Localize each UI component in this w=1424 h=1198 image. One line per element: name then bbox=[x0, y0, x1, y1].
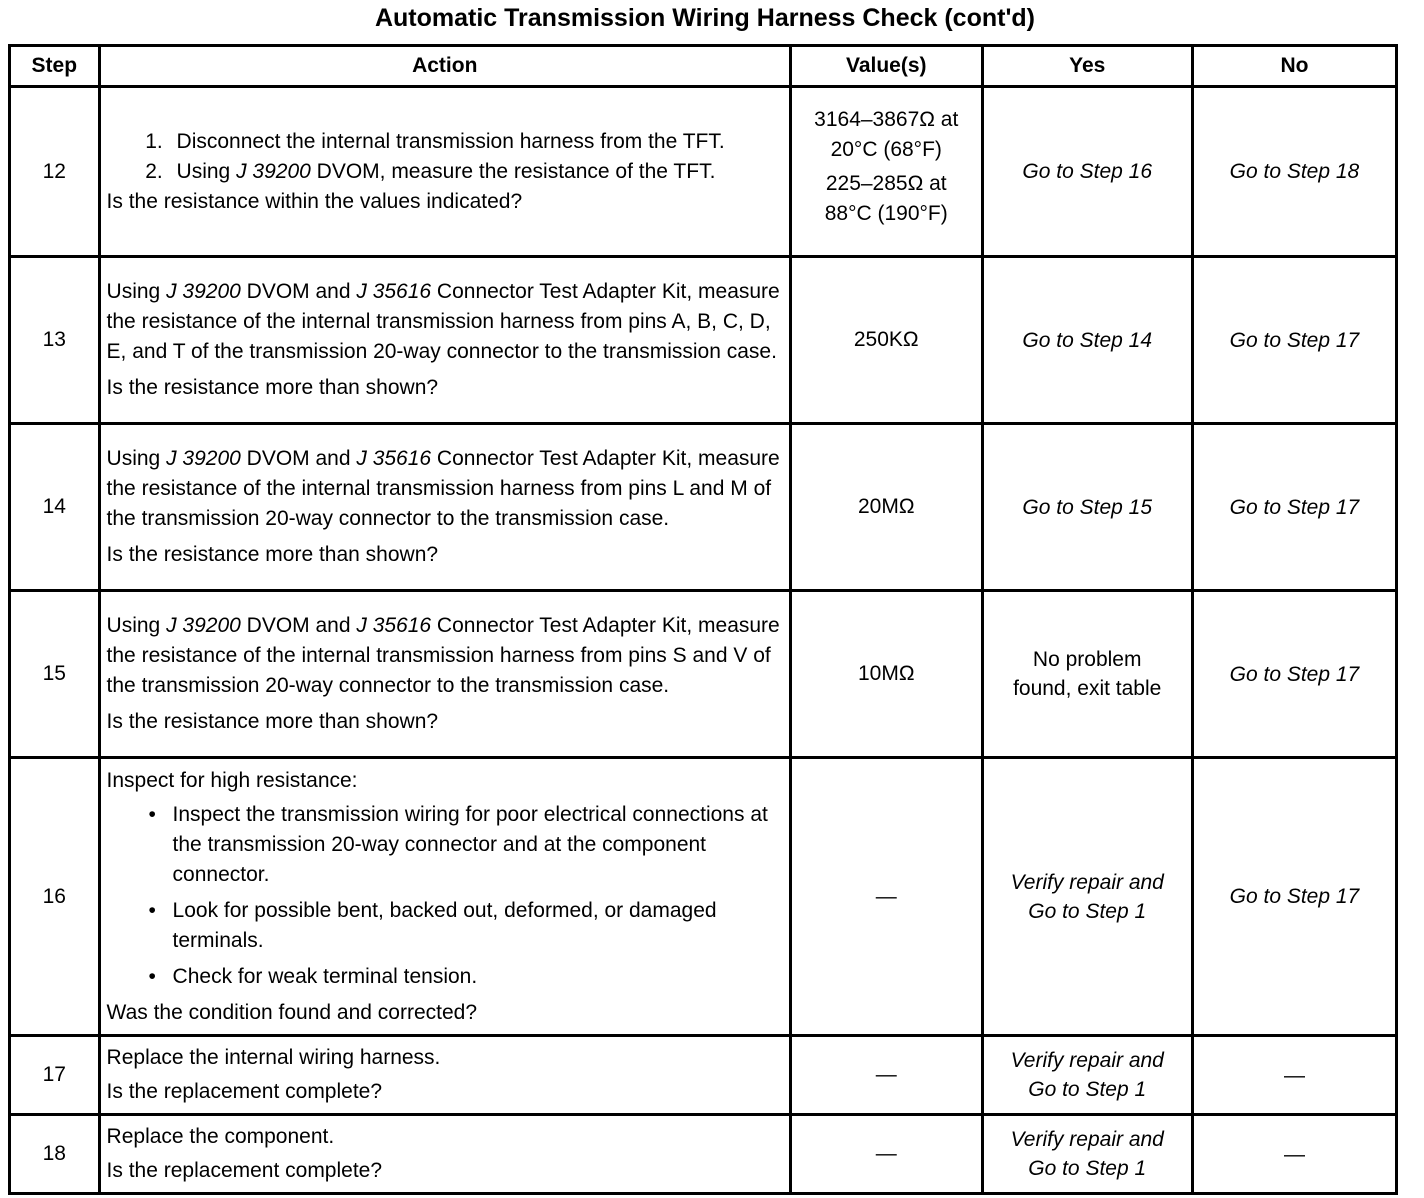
step-number: 12 bbox=[10, 87, 100, 257]
step-number: 16 bbox=[10, 758, 100, 1036]
wiring-harness-check-table bbox=[8, 44, 1398, 1195]
action-text: DVOM and bbox=[240, 614, 357, 637]
tool-number: J 39200 bbox=[166, 280, 241, 303]
header-action: Action bbox=[99, 46, 790, 87]
no-cell: Go to Step 17 bbox=[1192, 424, 1396, 591]
tool-number: J 39200 bbox=[166, 614, 241, 637]
value-cell: 10MΩ bbox=[790, 591, 982, 758]
table-row bbox=[10, 257, 1397, 424]
action-text: Using bbox=[176, 159, 237, 183]
action-cell bbox=[99, 1036, 790, 1115]
tool-number: J 35616 bbox=[356, 447, 432, 470]
value-cell: 20MΩ bbox=[790, 424, 982, 591]
action-question: Is the replacement complete? bbox=[106, 1159, 383, 1182]
action-paragraph bbox=[107, 611, 783, 701]
action-text: Connector Test Adapter Kit, measure the resistance of the internal transmission harness from pins L and M of the transmission 20-way connector to the transmission case. bbox=[106, 447, 780, 530]
header-values: Value(s) bbox=[790, 46, 982, 87]
action-cell bbox=[99, 87, 790, 257]
action-intro: Replace the internal wiring harness. bbox=[106, 1046, 441, 1069]
inspection-list bbox=[107, 800, 783, 992]
action-text: Connector Test Adapter Kit, measure the resistance of the internal transmission harness from pins A, B, C, D, E, and T of the transmission 20-way connector to the transmission case. bbox=[106, 280, 780, 363]
table-row bbox=[10, 1036, 1397, 1115]
action-intro: Inspect for high resistance: bbox=[106, 768, 358, 792]
yes-cell: No problem found, exit table bbox=[982, 591, 1192, 758]
action-paragraph bbox=[107, 444, 783, 534]
yes-cell: Go to Step 14 bbox=[982, 257, 1192, 424]
table-row bbox=[10, 424, 1397, 591]
action-question: Is the resistance within the values indicated? bbox=[106, 189, 523, 213]
action-text: DVOM and bbox=[240, 447, 357, 470]
yes-cell: Verify repair and Go to Step 1 bbox=[982, 1036, 1192, 1115]
action-question: Is the resistance more than shown? bbox=[106, 543, 439, 566]
value-cell: — bbox=[790, 758, 982, 1036]
no-cell: — bbox=[1192, 1115, 1396, 1194]
step-number: 15 bbox=[10, 591, 100, 758]
yes-cell: Go to Step 16 bbox=[982, 87, 1192, 257]
action-text: DVOM, measure the resistance of the TFT. bbox=[310, 159, 716, 183]
no-cell: Go to Step 17 bbox=[1192, 257, 1396, 424]
action-cell bbox=[99, 591, 790, 758]
action-question: Is the resistance more than shown? bbox=[106, 376, 439, 399]
tool-number: J 39200 bbox=[166, 447, 241, 470]
header-no: No bbox=[1192, 46, 1396, 87]
step-number: 14 bbox=[10, 424, 100, 591]
no-cell: Go to Step 18 bbox=[1192, 87, 1396, 257]
action-text: DVOM and bbox=[240, 280, 357, 303]
value-text: 3164–3867Ω at 20°C (68°F) bbox=[814, 107, 959, 161]
value-text: 225–285Ω at 88°C (190°F) bbox=[824, 171, 948, 225]
action-text: Using bbox=[106, 447, 167, 470]
list-item: • Check for weak terminal tension. bbox=[173, 962, 783, 992]
action-steps-list bbox=[107, 127, 783, 187]
action-text: Using bbox=[106, 614, 167, 637]
table-row bbox=[10, 591, 1397, 758]
table-row bbox=[10, 758, 1397, 1036]
header-row bbox=[10, 46, 1397, 87]
no-cell: Go to Step 17 bbox=[1192, 591, 1396, 758]
value-cell bbox=[790, 87, 982, 257]
action-paragraph bbox=[107, 277, 783, 367]
list-item: • Inspect the transmission wiring for poor electrical connections at the transmission 20-way connector and at the component connector. bbox=[173, 800, 783, 890]
value-cell: 250KΩ bbox=[790, 257, 982, 424]
value-cell: — bbox=[790, 1036, 982, 1115]
action-text: Using bbox=[106, 280, 167, 303]
step-number: 13 bbox=[10, 257, 100, 424]
action-text: Disconnect the internal transmission harness from the TFT. bbox=[176, 129, 725, 153]
table-row bbox=[10, 87, 1397, 257]
tool-number: J 35616 bbox=[356, 280, 432, 303]
list-item: • Look for possible bent, backed out, deformed, or damaged terminals. bbox=[173, 896, 783, 956]
action-cell bbox=[99, 1115, 790, 1194]
step-number: 18 bbox=[10, 1115, 100, 1194]
tool-number: J 35616 bbox=[356, 614, 432, 637]
action-cell bbox=[99, 424, 790, 591]
value-cell: — bbox=[790, 1115, 982, 1194]
page-title: Automatic Transmission Wiring Harness Check (cont'd) bbox=[374, 4, 1035, 32]
no-cell: — bbox=[1192, 1036, 1396, 1115]
action-intro: Replace the component. bbox=[106, 1125, 335, 1148]
step-number: 17 bbox=[10, 1036, 100, 1115]
action-question: Was the condition found and corrected? bbox=[106, 1000, 477, 1024]
action-question: Is the replacement complete? bbox=[106, 1080, 383, 1103]
no-cell: Go to Step 17 bbox=[1192, 758, 1396, 1036]
header-step: Step bbox=[10, 46, 100, 87]
header-yes: Yes bbox=[982, 46, 1192, 87]
action-step bbox=[169, 157, 783, 187]
yes-cell: Verify repair and Go to Step 1 bbox=[982, 758, 1192, 1036]
action-step bbox=[169, 127, 783, 157]
action-question: Is the resistance more than shown? bbox=[106, 710, 439, 733]
table-row bbox=[10, 1115, 1397, 1194]
yes-cell: Verify repair and Go to Step 1 bbox=[982, 1115, 1192, 1194]
action-text: Connector Test Adapter Kit, measure the resistance of the internal transmission harness from pins S and V of the transmission 20-way connector to the transmission case. bbox=[106, 614, 780, 697]
action-cell bbox=[99, 758, 790, 1036]
tool-number: J 39200 bbox=[236, 159, 311, 183]
yes-cell: Go to Step 15 bbox=[982, 424, 1192, 591]
action-cell bbox=[99, 257, 790, 424]
